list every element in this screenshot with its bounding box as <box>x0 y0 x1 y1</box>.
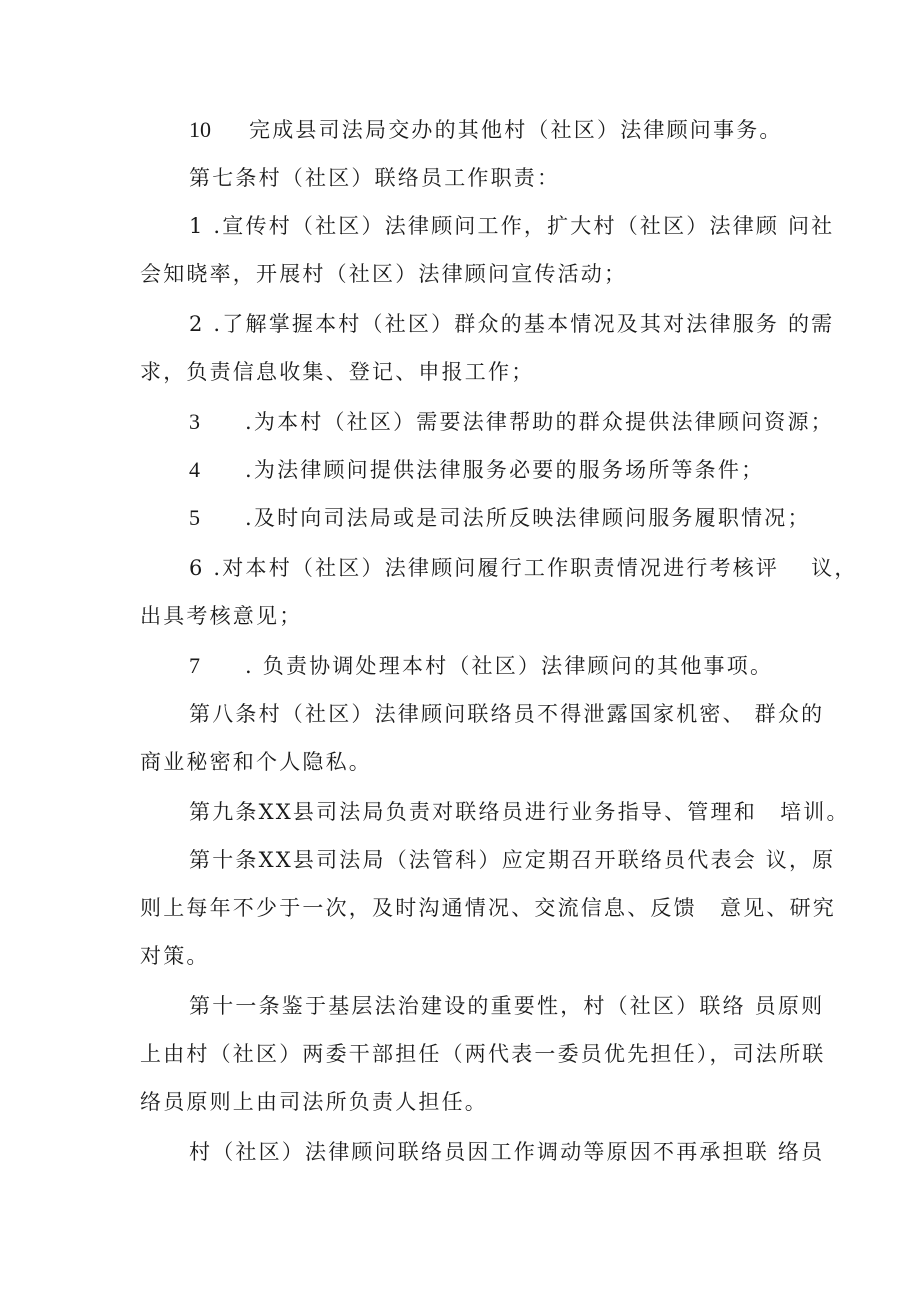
text-line: 求，负责信息收集、登记、申报工作； <box>140 360 535 384</box>
text-line: 村（社区）法律顾问联络员因工作调动等原因不再承担联 络员 <box>189 1140 825 1164</box>
text-line: 对策。 <box>140 944 210 968</box>
item-number: 10 <box>189 117 211 142</box>
text-line: 6 .对本村（社区）法律顾问履行工作职责情况进行考核评 议， <box>189 556 858 580</box>
text-line: 5 .及时向司法局或是司法所反映法律顾问服务履职情况； <box>189 505 811 530</box>
text-line: 第十条XX县司法局（法管科）应定期召开联络员代表会 议，原 <box>189 848 836 872</box>
text-line: 3 .为本村（社区）需要法律帮助的群众提供法律顾问资源； <box>189 409 834 434</box>
text-line: 10 完成县司法局交办的其他村（社区）法律顾问事务。 <box>189 117 783 142</box>
text-line: 则上每年不少于一次，及时沟通情况、交流信息、反馈 意见、研究 <box>140 896 836 920</box>
text-line: 会知晓率，开展村（社区）法律顾问宣传活动； <box>140 262 628 286</box>
text-line: 第七条村（社区）联络员工作职责： <box>189 166 561 190</box>
text-line: 2 .了解掌握本村（社区）群众的基本情况及其对法律服务 的需 <box>189 312 835 336</box>
text-line: 4 .为法律顾问提供法律服务必要的服务场所等条件； <box>189 457 765 482</box>
item-number: 5 <box>189 505 200 530</box>
item-number: 7 <box>189 653 200 678</box>
text-line: 出具考核意见； <box>140 604 303 628</box>
text-line: 络员原则上由司法所负责人担任。 <box>140 1090 488 1114</box>
text-line: 第十一条鉴于基层法治建设的重要性，村（社区）联络 员原则 <box>189 994 825 1018</box>
item-number: 4 <box>189 457 200 482</box>
text-line: 商业秘密和个人隐私。 <box>140 750 372 774</box>
text-line: 7 . 负责协调处理本村（社区）法律顾问的其他事项。 <box>189 653 774 678</box>
text-line: 第八条村（社区）法律顾问联络员不得泄露国家机密、 群众的 <box>189 702 825 726</box>
text-line: 1 .宣传村（社区）法律顾问工作，扩大村（社区）法律顾 问社 <box>189 214 835 238</box>
text-line: 第九条XX县司法局负责对联络员进行业务指导、管理和 培训。 <box>189 800 850 824</box>
item-number: 3 <box>189 409 200 434</box>
text-line: 上由村（社区）两委干部担任（两代表一委员优先担任），司法所联 <box>140 1042 826 1066</box>
